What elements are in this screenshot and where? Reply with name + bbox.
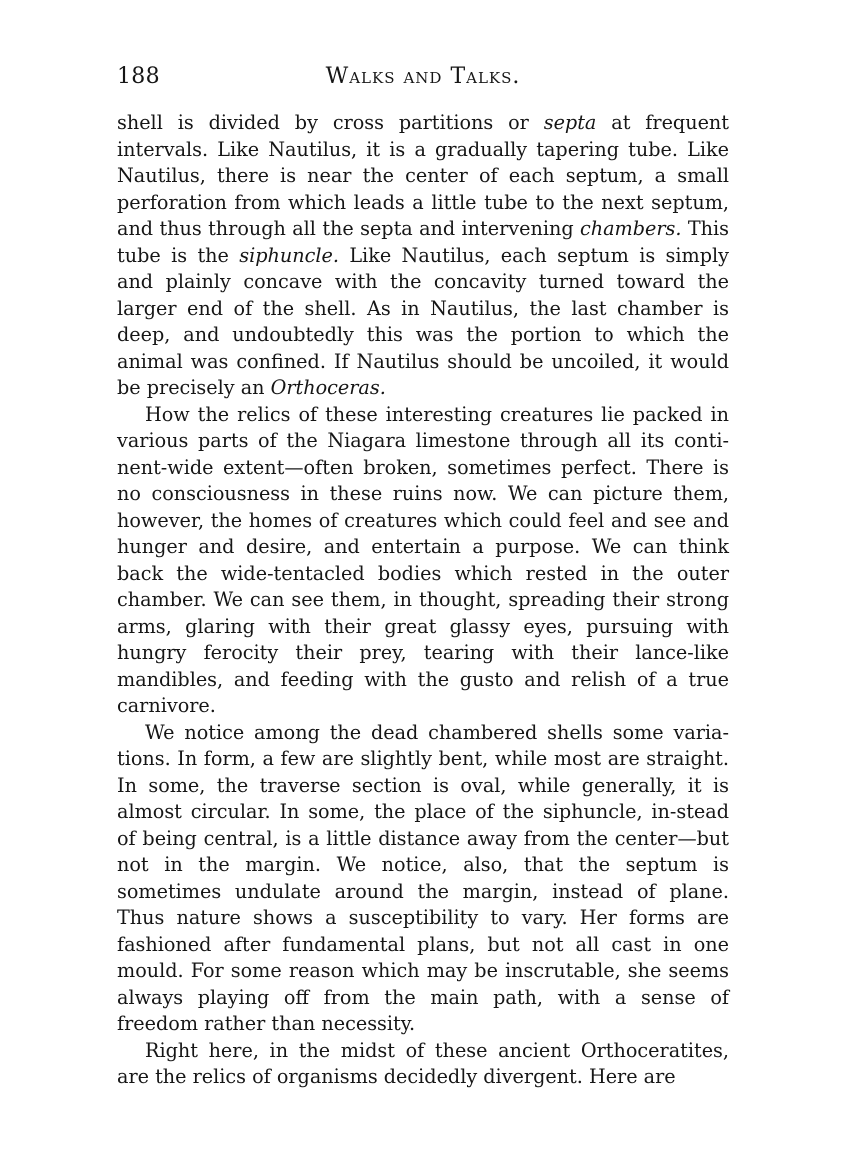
italic-term: septa [543,111,597,134]
italic-term: Orthoceras. [270,376,386,399]
body-text [117,110,729,1091]
text-segment: Right here, in the midst of these ancient Orthoceratites, are the relics of organisms decidedly divergent. Here are [117,1038,729,1088]
text-segment: at frequent intervals. Like Nautilus, it is a gradually tapering tube. Like Nautilus, there is near the center of each septum, a small perforation from which leads a little tube to the next septum, and thus through all the septa and intervening [117,111,729,240]
page-number: 188 [117,64,160,89]
italic-term: chambers. [579,217,682,240]
text-segment: This tube is the [117,217,729,267]
paragraph [117,1038,729,1091]
running-title: Walks and Talks. [325,64,521,89]
italic-term: siphuncle. [239,243,339,267]
paragraph [117,720,729,1038]
text-segment: How the relics of these interesting creatures lie packed in various parts of the Niagara limestone through all its conti-nent-wide extent—often broken, sometimes perfect. There is no consciousness in these ruins now. We can picture them, however, the homes of creatures which could feel and see and hunger and desire, and entertain a purpose. We can think back the wide-tentacled bodies which rested in the outer chamber. We can see them, in thought, spreading their strong arms, glaring with their great glassy eyes, pursuing with hungry ferocity their prey, tearing with their lance-like mandibles, and feeding with the gusto and relish of a true carnivore. [117,402,729,717]
text-segment: shell is divided by cross partitions or [117,111,544,134]
paragraph [117,110,729,402]
running-head [117,60,729,100]
text-segment: We notice among the dead chambered shells some varia-tions. In form, a few are slightly bent, while most are straight. In some, the traverse section is oval, while generally, it is almost circular. In some, the place of the siphuncle, in-stead of being central, is a little distance away from the center—but not in the margin. We notice, also, that the septum is sometimes undulate around the margin, instead of plane. Thus nature shows a susceptibility to vary. Her forms are fashioned after fundamental plans, but not all cast in one mould. For some reason which may be inscrutable, she seems always playing off from the main path, with a sense of freedom rather than necessity. [117,720,729,1035]
text-segment: Like Nautilus, each septum is simply and plainly concave with the concavity turned toward the larger end of the shell. As in Nautilus, the last chamber is deep, and undoubtedly this was the portion to which the animal was confined. If Nautilus should be uncoiled, it would be precisely an [117,243,729,399]
book-page [117,60,729,1091]
paragraph [117,402,729,720]
